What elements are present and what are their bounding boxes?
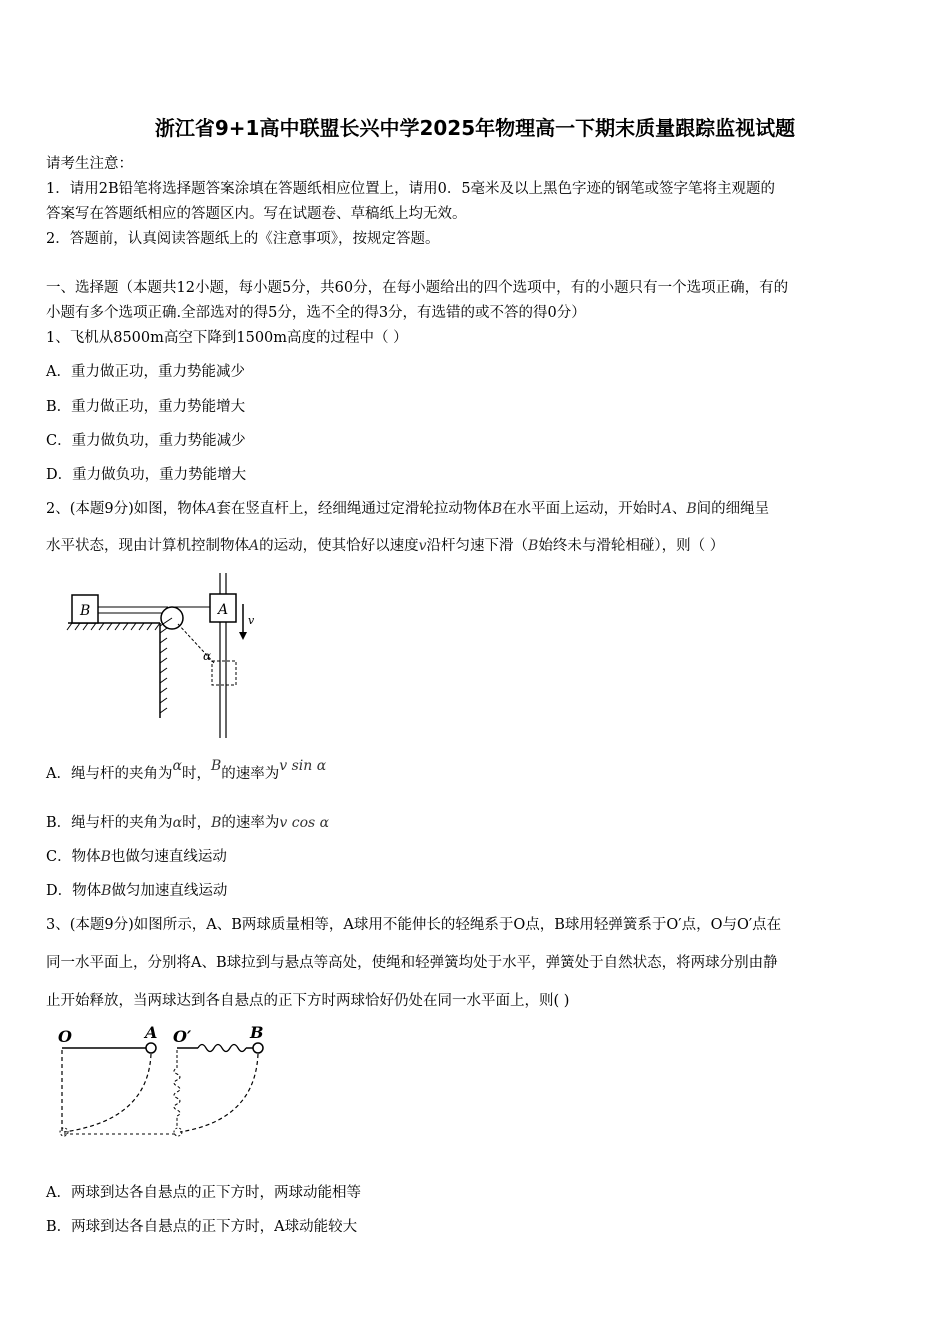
q2-option-c-b: B bbox=[100, 849, 111, 865]
block-a-label: A bbox=[218, 602, 229, 618]
point-o-prime-label: O′ bbox=[173, 1027, 192, 1046]
q3-option-b: B．两球到达各自悬点的正下方时，A球动能较大 bbox=[46, 1219, 358, 1235]
block-b-label: B bbox=[80, 603, 91, 619]
q2-option-a-text: 的速率为 bbox=[221, 766, 280, 782]
section-instruction-2: 小题有多个选项正确.全部选对的得5分，选不全的得3分，有选错的或不答的得0分） bbox=[46, 305, 586, 321]
q2-text: 2、(本题9分)如图，物体 bbox=[46, 501, 207, 517]
q3-stem-line1: 3、(本题9分)如图所示，A、B两球质量相等，A球用不能伸长的轻绳系于O点，B球用轻弹簧系于O′点，O与O′点在 bbox=[46, 917, 782, 933]
q2-var-b: B bbox=[686, 501, 697, 517]
ball-b-path bbox=[180, 1054, 258, 1132]
notice-item-2: 2．答题前，认真阅读答题纸上的《注意事项》，按规定答题。 bbox=[46, 231, 440, 247]
q2-option-a bbox=[46, 758, 327, 783]
angle-label: α bbox=[203, 649, 212, 663]
q2-option-a-text: A．绳与杆的夹角为 bbox=[46, 766, 173, 782]
q1-option-c: C．重力做负功，重力势能减少 bbox=[46, 433, 246, 449]
q2-option-d bbox=[46, 879, 227, 900]
q2-option-b-text: 的速率为 bbox=[221, 815, 280, 831]
q2-text: 始终未与滑轮相碰），则（ ） bbox=[538, 538, 725, 554]
q3-figure bbox=[50, 1020, 280, 1145]
q2-option-b-text: 时， bbox=[182, 815, 212, 831]
q3-stem-line3: 止开始释放，当两球达到各自悬点的正下方时两球恰好仍处在同一水平面上，则( ) bbox=[46, 993, 570, 1009]
q2-stem-line1 bbox=[46, 497, 769, 518]
q2-text: 套在竖直杆上，经细绳通过定滑轮拉动物体 bbox=[216, 501, 492, 517]
q2-option-c-text: C．物体 bbox=[46, 849, 101, 865]
spring-coil bbox=[198, 1045, 246, 1052]
q2-option-b-text: B．绳与杆的夹角为 bbox=[46, 815, 173, 831]
q3-option-a: A．两球到达各自悬点的正下方时，两球动能相等 bbox=[46, 1185, 361, 1201]
wall-hatching bbox=[160, 628, 167, 713]
ball-a-label: A bbox=[145, 1023, 158, 1042]
q2-option-d-text: 做匀加速直线运动 bbox=[111, 883, 228, 899]
q2-option-c bbox=[46, 845, 227, 866]
q1-option-d: D．重力做负功，重力势能增大 bbox=[46, 467, 247, 483]
q2-option-a-b: B bbox=[210, 758, 222, 774]
q2-text: 、 bbox=[671, 501, 687, 517]
q1-stem: 1、飞机从8500m高空下降到1500m高度的过程中（ ） bbox=[46, 330, 408, 346]
q2-var-b: B bbox=[491, 501, 503, 517]
q2-var-a: A bbox=[249, 538, 260, 554]
notice-item-1: 1．请用2B铅笔将选择题答案涂填在答题纸相应位置上，请用0．5毫米及以上黑色字迹的钢笔或签字笔将主观题的 bbox=[46, 181, 776, 197]
q2-option-d-b: B bbox=[101, 883, 112, 899]
q1-option-b: B．重力做正功，重力势能增大 bbox=[46, 399, 246, 415]
spring-vertical-dashed bbox=[174, 1050, 180, 1126]
ball-b bbox=[253, 1043, 263, 1053]
q2-text: 水平状态，现由计算机控制物体 bbox=[46, 538, 249, 554]
q2-text: 沿杆匀速下滑（ bbox=[426, 538, 529, 554]
q2-text: 的运动，使其恰好以速度 bbox=[259, 538, 419, 554]
ball-a-path bbox=[64, 1054, 151, 1132]
q2-var-b: B bbox=[528, 538, 539, 554]
ground-hatching bbox=[67, 623, 160, 630]
notice-item-1-cont: 答案写在答题纸相应的答题区内。写在试题卷、草稿纸上均无效。 bbox=[46, 206, 467, 222]
section-instruction-1: 一、选择题（本题共12小题，每小题5分，共60分，在每小题给出的四个选项中，有的小题只有一个选项正确，有的 bbox=[46, 280, 789, 296]
q2-var-a: A bbox=[661, 501, 672, 517]
block-a-later bbox=[212, 661, 236, 685]
velocity-label: v bbox=[248, 614, 255, 627]
q2-option-a-expr: v sin α bbox=[279, 758, 327, 774]
q2-text: 在水平面上运动，开始时 bbox=[502, 501, 662, 517]
q2-option-b-alpha: α bbox=[172, 815, 183, 831]
q2-figure bbox=[60, 568, 290, 743]
q2-option-a-alpha: α bbox=[172, 758, 182, 774]
q2-var-a: A bbox=[206, 501, 217, 517]
notice-heading: 请考生注意： bbox=[46, 156, 133, 172]
q2-option-d-text: D．物体 bbox=[46, 883, 102, 899]
q2-text: 间的细绳呈 bbox=[696, 501, 770, 517]
q2-option-b-b: B bbox=[211, 815, 222, 831]
ball-b-label: B bbox=[250, 1023, 264, 1042]
q1-option-a: A．重力做正功，重力势能减少 bbox=[46, 364, 245, 380]
q2-option-a-text: 时， bbox=[181, 766, 211, 782]
q2-stem-line2 bbox=[46, 534, 724, 555]
q2-option-b bbox=[46, 811, 329, 832]
point-o-label: O bbox=[58, 1027, 72, 1046]
ball-a bbox=[146, 1043, 156, 1053]
q2-option-c-text: 也做匀速直线运动 bbox=[110, 849, 227, 865]
q2-option-b-expr: v cos α bbox=[279, 815, 330, 831]
q2-var-v: v bbox=[418, 538, 427, 554]
page-title: 浙江省9+1高中联盟长兴中学2025年物理高一下期末质量跟踪监视试题 bbox=[154, 116, 796, 140]
q3-stem-line2: 同一水平面上，分别将A、B球拉到与悬点等高处，使绳和轻弹簧均处于水平，弹簧处于自然状态，将两球分别由静 bbox=[46, 955, 778, 971]
velocity-arrowhead bbox=[239, 632, 247, 640]
